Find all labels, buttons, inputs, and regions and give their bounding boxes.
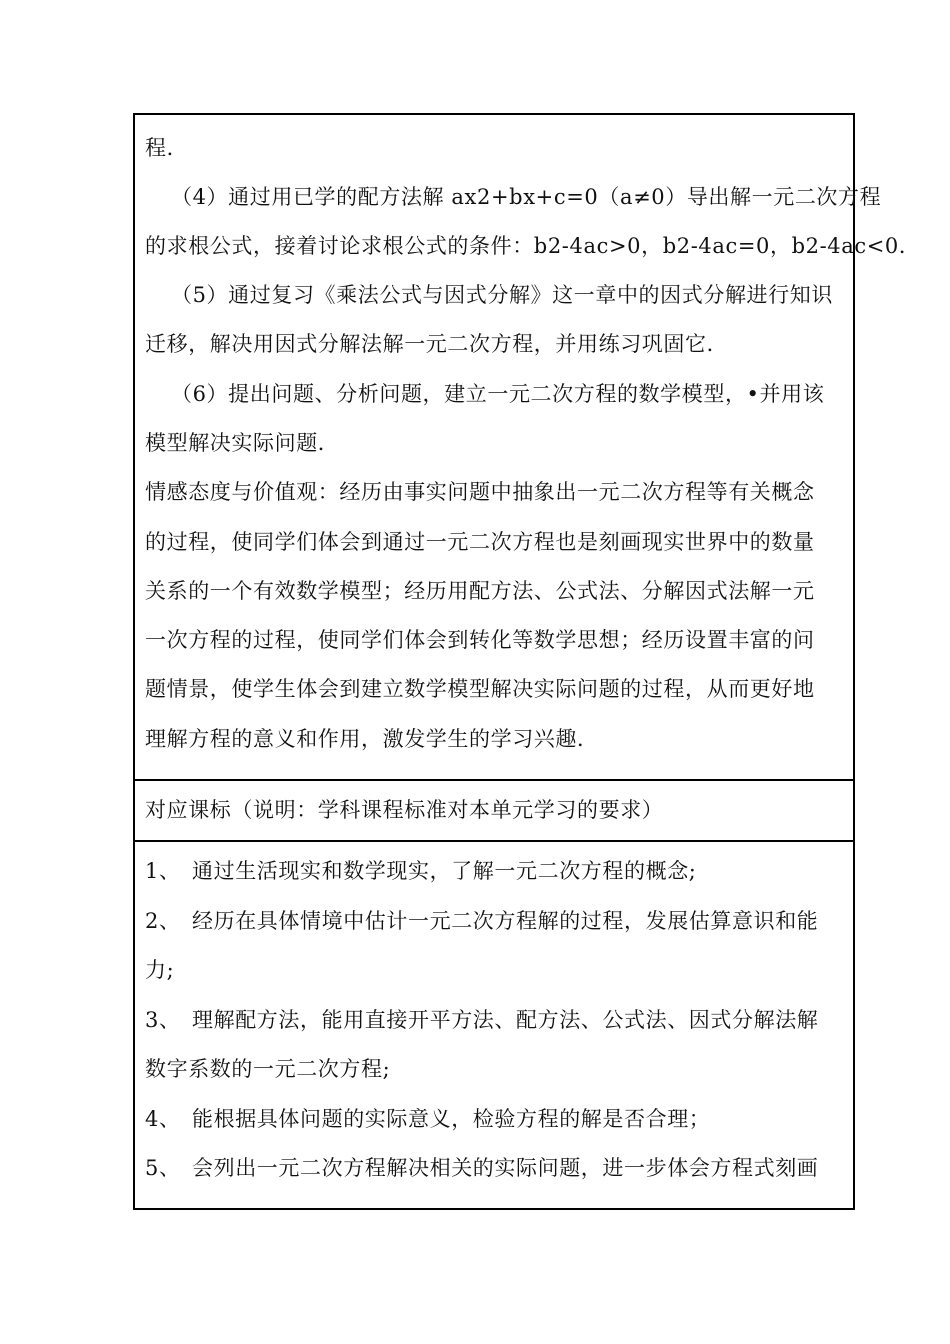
standard-title: 对应课标（说明：学科课程标准对本单元学习的要求）: [145, 798, 664, 822]
item-number: 5、: [145, 1156, 181, 1180]
objectives-line: 的求根公式，接着讨论求根公式的条件：b2-4ac>0，b2-4ac=0，b2-4ac<0．: [145, 234, 921, 258]
objectives-line: 模型解决实际问题．: [145, 431, 340, 455]
item-text: 能根据具体问题的实际意义，检验方程的解是否合理；: [192, 1107, 711, 1131]
objectives-line: 的过程，使同学们体会到通过一元二次方程也是刻画现实世界中的数量: [145, 530, 815, 554]
objectives-line: 理解方程的意义和作用，激发学生的学习兴趣．: [145, 727, 599, 751]
item-number: 1、: [145, 859, 181, 883]
objectives-line: 情感态度与价值观：经历由事实问题中抽象出一元二次方程等有关概念: [145, 480, 815, 504]
objectives-cell: [135, 115, 921, 781]
objectives-line: 迁移，解决用因式分解法解一元二次方程，并用练习巩固它．: [145, 332, 729, 356]
item-text: 会列出一元二次方程解决相关的实际问题，进一步体会方程式刻画: [192, 1156, 819, 1180]
standard-item-continued: 力;: [145, 958, 175, 982]
objectives-line: 一次方程的过程，使同学们体会到转化等数学思想；经历设置丰富的问: [145, 628, 815, 652]
standard-item: [145, 1005, 847, 1035]
objectives-line: （4）通过用已学的配方法解 ax2+bx+c=0（a≠0）导出解一元二次方程: [171, 185, 882, 209]
item-number: 3、: [145, 1008, 181, 1032]
item-number: 2、: [145, 909, 181, 933]
curriculum-table: [133, 113, 921, 1210]
objectives-line: 程．: [145, 136, 189, 160]
objectives-line: 关系的一个有效数学模型；经历用配方法、公式法、分解因式法解一元: [145, 579, 815, 603]
objectives-line: （6）提出问题、分析问题，建立一元二次方程的数学模型，•并用该: [171, 382, 825, 406]
standard-item: [145, 1104, 847, 1134]
standard-list-cell: [135, 842, 853, 1208]
standard-item: [145, 856, 847, 886]
item-text: 通过生活现实和数学现实，了解一元二次方程的概念;: [192, 859, 697, 883]
objectives-line: （5）通过复习《乘法公式与因式分解》这一章中的因式分解进行知识: [171, 283, 833, 307]
item-number: 4、: [145, 1107, 181, 1131]
objectives-line: 题情景，使学生体会到建立数学模型解决实际问题的过程，从而更好地: [145, 677, 815, 701]
item-text: 理解配方法，能用直接开平方法、配方法、公式法、因式分解法解: [192, 1008, 819, 1032]
standard-title-cell: [135, 781, 853, 842]
standard-item: [145, 1153, 847, 1183]
standard-item-continued: 数字系数的一元二次方程;: [145, 1057, 391, 1081]
standard-item: [145, 906, 847, 936]
item-text: 经历在具体情境中估计一元二次方程解的过程，发展估算意识和能: [192, 909, 819, 933]
